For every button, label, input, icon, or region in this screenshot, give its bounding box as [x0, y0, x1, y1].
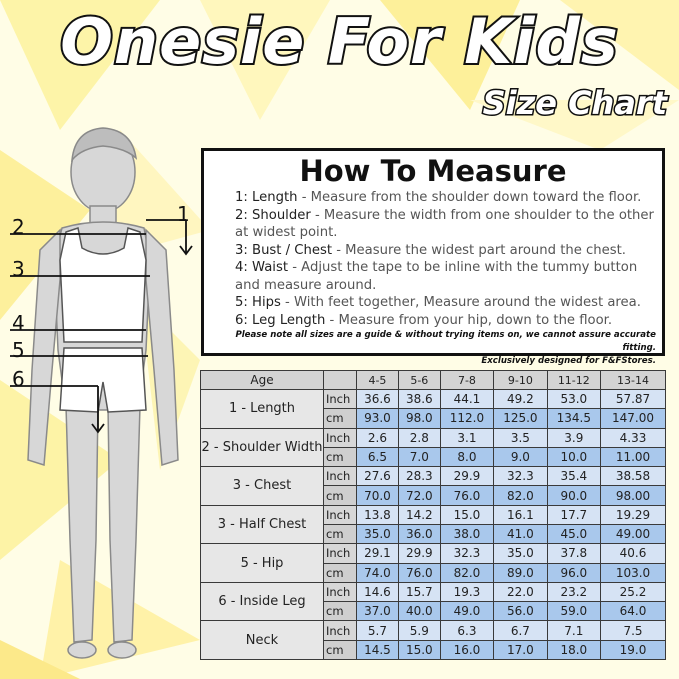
how-to-measure-panel — [201, 148, 665, 366]
marker-5: 5 — [12, 338, 25, 362]
unit-label: Inch — [324, 621, 357, 640]
marker-4: 4 — [12, 311, 25, 335]
size-value-cell: 125.0 — [494, 409, 547, 428]
size-value-cell: 14.5 — [357, 640, 399, 659]
size-value-cell: 44.1 — [440, 390, 493, 409]
size-value-cell: 23.2 — [547, 582, 600, 601]
unit-label: cm — [324, 640, 357, 659]
size-value-cell: 16.1 — [494, 505, 547, 524]
size-value-cell: 13.8 — [357, 505, 399, 524]
unit-label: cm — [324, 602, 357, 621]
instruction-desc: - Measure from the shoulder down toward the floor. — [297, 190, 642, 205]
unit-label: Inch — [324, 544, 357, 563]
size-value-cell: 40.0 — [398, 602, 440, 621]
size-value-cell: 103.0 — [601, 563, 666, 582]
size-value-cell: 29.9 — [398, 544, 440, 563]
instruction-term: 5: Hips — [235, 295, 281, 310]
table-row — [201, 544, 666, 563]
instruction-chest — [204, 242, 662, 260]
size-value-cell: 38.0 — [440, 524, 493, 543]
page-subtitle: Size Chart — [482, 84, 667, 122]
size-value-cell: 2.6 — [357, 428, 399, 447]
size-value-cell: 18.0 — [547, 640, 600, 659]
size-value-cell: 9.0 — [494, 447, 547, 466]
size-value-cell: 57.87 — [601, 390, 666, 409]
size-value-cell: 49.00 — [601, 524, 666, 543]
how-to-measure-heading: How To Measure — [299, 154, 567, 188]
measurement-label: 1 - Length — [201, 390, 324, 429]
unit-label: cm — [324, 409, 357, 428]
size-value-cell: 37.8 — [547, 544, 600, 563]
instruction-shoulder — [204, 207, 662, 242]
size-value-cell: 74.0 — [357, 563, 399, 582]
instruction-term: 3: Bust / Chest — [235, 242, 333, 258]
unit-label: Inch — [324, 582, 357, 601]
size-value-cell: 2.8 — [398, 428, 440, 447]
age-column-header: 7-8 — [440, 371, 493, 390]
unit-label: Inch — [324, 467, 357, 486]
unit-label: cm — [324, 563, 357, 582]
size-value-cell: 112.0 — [440, 409, 493, 428]
size-value-cell: 19.29 — [601, 505, 666, 524]
size-value-cell: 96.0 — [547, 563, 600, 582]
size-value-cell: 98.00 — [601, 486, 666, 505]
unit-label: cm — [324, 524, 357, 543]
size-value-cell: 29.1 — [357, 544, 399, 563]
size-value-cell: 56.0 — [494, 602, 547, 621]
age-column-header: 5-6 — [398, 371, 440, 390]
size-value-cell: 70.0 — [357, 486, 399, 505]
size-value-cell: 82.0 — [494, 486, 547, 505]
size-value-cell: 49.0 — [440, 602, 493, 621]
size-value-cell: 7.1 — [547, 621, 600, 640]
marker-6: 6 — [12, 367, 25, 391]
size-value-cell: 32.3 — [494, 467, 547, 486]
size-value-cell: 89.0 — [494, 563, 547, 582]
instruction-leg-length — [204, 312, 662, 330]
age-column-header: 4-5 — [357, 371, 399, 390]
table-row — [201, 621, 666, 640]
size-value-cell: 64.0 — [601, 602, 666, 621]
size-value-cell: 16.0 — [440, 640, 493, 659]
size-value-cell: 76.0 — [398, 563, 440, 582]
size-value-cell: 98.0 — [398, 409, 440, 428]
size-value-cell: 76.0 — [440, 486, 493, 505]
instruction-term: 6: Leg Length — [235, 312, 326, 328]
instruction-term: 4: Waist — [235, 260, 289, 275]
instruction-length — [204, 189, 662, 207]
table-header-row — [201, 371, 666, 390]
instruction-hips — [204, 294, 662, 312]
size-value-cell: 8.0 — [440, 447, 493, 466]
size-value-cell: 134.5 — [547, 409, 600, 428]
size-value-cell: 40.6 — [601, 544, 666, 563]
instruction-desc: - With feet together, Measure around the widest area. — [280, 295, 641, 310]
marker-2: 2 — [12, 215, 25, 239]
size-value-cell: 45.0 — [547, 524, 600, 543]
size-value-cell: 93.0 — [357, 409, 399, 428]
size-value-cell: 72.0 — [398, 486, 440, 505]
size-chart-table — [200, 370, 666, 660]
size-value-cell: 53.0 — [547, 390, 600, 409]
size-value-cell: 41.0 — [494, 524, 547, 543]
instruction-term: 1: Length — [235, 190, 298, 205]
size-value-cell: 10.0 — [547, 447, 600, 466]
size-value-cell: 15.0 — [398, 640, 440, 659]
unit-label: Inch — [324, 390, 357, 409]
size-value-cell: 15.7 — [398, 582, 440, 601]
marker-1: 1 — [177, 202, 190, 226]
size-value-cell: 6.5 — [357, 447, 399, 466]
measurement-label: 3 - Half Chest — [201, 505, 324, 544]
size-value-cell: 29.9 — [440, 467, 493, 486]
age-column-header: 13-14 — [601, 371, 666, 390]
size-value-cell: 147.00 — [601, 409, 666, 428]
page-title: Onesie For Kids — [60, 5, 619, 78]
size-value-cell: 35.4 — [547, 467, 600, 486]
size-value-cell: 19.3 — [440, 582, 493, 601]
size-value-cell: 4.33 — [601, 428, 666, 447]
size-value-cell: 7.5 — [601, 621, 666, 640]
age-column-header: 11-12 — [547, 371, 600, 390]
table-row — [201, 582, 666, 601]
store-credit: Exclusively designed for F&FStores. — [481, 356, 656, 366]
unit-label: Inch — [324, 505, 357, 524]
measurement-label: Neck — [201, 621, 324, 660]
size-value-cell: 37.0 — [357, 602, 399, 621]
size-value-cell: 90.0 — [547, 486, 600, 505]
unit-label: Inch — [324, 428, 357, 447]
table-row — [201, 428, 666, 447]
unit-header-blank — [324, 371, 357, 390]
age-column-header: 9-10 — [494, 371, 547, 390]
age-header: Age — [201, 371, 324, 390]
size-value-cell: 28.3 — [398, 467, 440, 486]
size-value-cell: 36.0 — [398, 524, 440, 543]
size-value-cell: 17.7 — [547, 505, 600, 524]
measurement-label: 6 - Inside Leg — [201, 582, 324, 621]
instruction-desc: - Measure the width from one shoulder to the other at widest point. — [235, 207, 654, 240]
instruction-waist — [204, 259, 662, 294]
child-figure-illustration — [0, 120, 200, 679]
size-value-cell: 17.0 — [494, 640, 547, 659]
table-row — [201, 390, 666, 409]
size-value-cell: 3.9 — [547, 428, 600, 447]
unit-label: cm — [324, 447, 357, 466]
size-value-cell: 19.0 — [601, 640, 666, 659]
measurement-label: 2 - Shoulder Width — [201, 428, 324, 467]
measurement-label: 3 - Chest — [201, 467, 324, 506]
size-value-cell: 25.2 — [601, 582, 666, 601]
unit-label: cm — [324, 486, 357, 505]
instruction-desc: - Adjust the tape to be inline with the tummy button and measure around. — [235, 260, 638, 293]
size-value-cell: 35.0 — [357, 524, 399, 543]
size-value-cell: 5.9 — [398, 621, 440, 640]
size-value-cell: 38.58 — [601, 467, 666, 486]
size-value-cell: 6.3 — [440, 621, 493, 640]
table-row — [201, 505, 666, 524]
size-value-cell: 36.6 — [357, 390, 399, 409]
size-value-cell: 38.6 — [398, 390, 440, 409]
size-value-cell: 82.0 — [440, 563, 493, 582]
size-value-cell: 27.6 — [357, 467, 399, 486]
size-value-cell: 49.2 — [494, 390, 547, 409]
size-value-cell: 15.0 — [440, 505, 493, 524]
fitting-disclaimer: Please note all sizes are a guide & without trying items on, we cannot assure accurate fitting. — [235, 330, 656, 353]
size-value-cell: 32.3 — [440, 544, 493, 563]
size-value-cell: 35.0 — [494, 544, 547, 563]
marker-3: 3 — [12, 257, 25, 281]
size-value-cell: 14.2 — [398, 505, 440, 524]
size-value-cell: 3.1 — [440, 428, 493, 447]
size-value-cell: 22.0 — [494, 582, 547, 601]
size-value-cell: 7.0 — [398, 447, 440, 466]
size-value-cell: 6.7 — [494, 621, 547, 640]
size-value-cell: 14.6 — [357, 582, 399, 601]
measurement-label: 5 - Hip — [201, 544, 324, 583]
instruction-term: 2: Shoulder — [235, 207, 311, 223]
size-value-cell: 5.7 — [357, 621, 399, 640]
instruction-desc: - Measure from your hip, down to the floor. — [325, 312, 613, 328]
table-row — [201, 467, 666, 486]
size-value-cell: 59.0 — [547, 602, 600, 621]
size-value-cell: 3.5 — [494, 428, 547, 447]
instruction-desc: - Measure the widest part around the chest. — [332, 242, 626, 258]
size-value-cell: 11.00 — [601, 447, 666, 466]
